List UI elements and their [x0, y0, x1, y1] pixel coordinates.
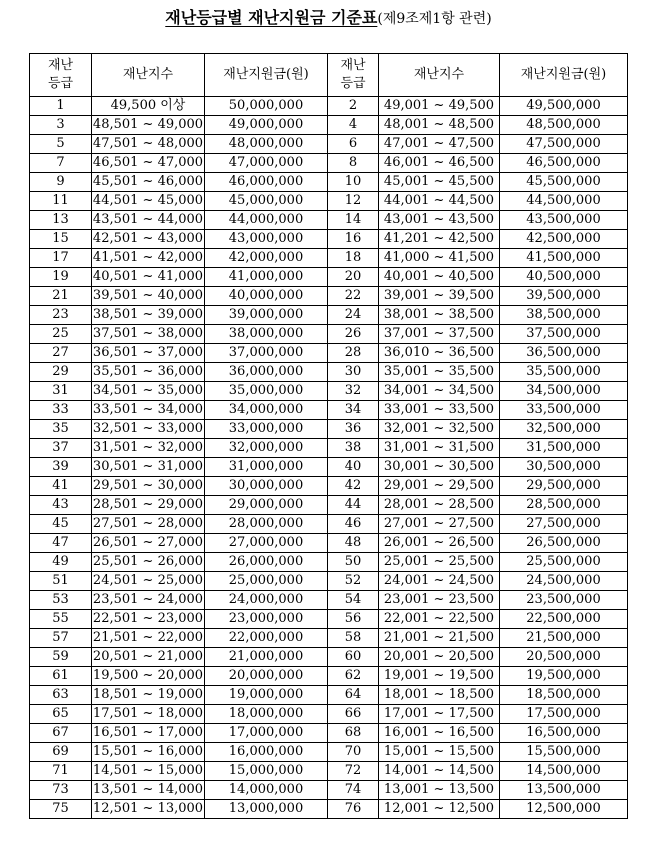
- grade-cell: 6: [328, 135, 379, 154]
- table-row: [30, 629, 628, 648]
- table-row: [30, 572, 628, 591]
- table-row: [30, 496, 628, 515]
- table-row: [30, 135, 628, 154]
- index-range-cell: 20,001 ~ 20,500: [379, 648, 500, 667]
- table-body: [30, 97, 628, 819]
- table-row: [30, 610, 628, 629]
- grade-cell: 18: [328, 249, 379, 268]
- grade-cell: 45: [30, 515, 92, 534]
- grade-cell: 31: [30, 382, 92, 401]
- document-title: [0, 8, 657, 29]
- amount-cell: 27,000,000: [205, 534, 328, 553]
- amount-cell: 23,000,000: [205, 610, 328, 629]
- table-row: [30, 211, 628, 230]
- index-range-cell: 40,001 ~ 40,500: [379, 268, 500, 287]
- index-range-cell: 21,001 ~ 21,500: [379, 629, 500, 648]
- amount-cell: 31,000,000: [205, 458, 328, 477]
- amount-cell: 34,000,000: [205, 401, 328, 420]
- amount-cell: 45,000,000: [205, 192, 328, 211]
- grade-cell: 75: [30, 800, 92, 819]
- amount-cell: 25,500,000: [500, 553, 628, 572]
- index-range-cell: 12,001 ~ 12,500: [379, 800, 500, 819]
- amount-cell: 22,500,000: [500, 610, 628, 629]
- grade-cell: 35: [30, 420, 92, 439]
- amount-cell: 16,500,000: [500, 724, 628, 743]
- grade-cell: 61: [30, 667, 92, 686]
- index-range-cell: 30,001 ~ 30,500: [379, 458, 500, 477]
- amount-cell: 29,500,000: [500, 477, 628, 496]
- index-range-cell: 14,501 ~ 15,000: [92, 762, 205, 781]
- table-row: [30, 515, 628, 534]
- grade-cell: 12: [328, 192, 379, 211]
- amount-cell: 15,500,000: [500, 743, 628, 762]
- amount-cell: 21,000,000: [205, 648, 328, 667]
- index-range-cell: 47,501 ~ 48,000: [92, 135, 205, 154]
- grade-cell: 34: [328, 401, 379, 420]
- title-sub: (제9조제1항 관련): [377, 11, 492, 27]
- table-row: [30, 116, 628, 135]
- index-range-cell: 38,501 ~ 39,000: [92, 306, 205, 325]
- grade-cell: 68: [328, 724, 379, 743]
- amount-cell: 48,500,000: [500, 116, 628, 135]
- amount-cell: 40,000,000: [205, 287, 328, 306]
- index-range-cell: 18,501 ~ 19,000: [92, 686, 205, 705]
- table-row: [30, 97, 628, 116]
- grade-cell: 72: [328, 762, 379, 781]
- grade-cell: 47: [30, 534, 92, 553]
- index-range-cell: 28,501 ~ 29,000: [92, 496, 205, 515]
- grade-cell: 50: [328, 553, 379, 572]
- grade-cell: 23: [30, 306, 92, 325]
- index-range-cell: 41,000 ~ 41,500: [379, 249, 500, 268]
- index-range-cell: 24,001 ~ 24,500: [379, 572, 500, 591]
- amount-cell: 44,500,000: [500, 192, 628, 211]
- grade-cell: 7: [30, 154, 92, 173]
- amount-cell: 19,500,000: [500, 667, 628, 686]
- index-range-cell: 48,501 ~ 49,000: [92, 116, 205, 135]
- table-row: [30, 477, 628, 496]
- table-row: [30, 781, 628, 800]
- grade-cell: 44: [328, 496, 379, 515]
- grade-cell: 74: [328, 781, 379, 800]
- amount-cell: 47,500,000: [500, 135, 628, 154]
- grade-cell: 42: [328, 477, 379, 496]
- amount-cell: 33,500,000: [500, 401, 628, 420]
- amount-cell: 18,500,000: [500, 686, 628, 705]
- grade-cell: 24: [328, 306, 379, 325]
- amount-cell: 35,000,000: [205, 382, 328, 401]
- grade-cell: 26: [328, 325, 379, 344]
- grade-cell: 17: [30, 249, 92, 268]
- amount-cell: 15,000,000: [205, 762, 328, 781]
- amount-cell: 32,000,000: [205, 439, 328, 458]
- header-grade-left: [30, 54, 92, 97]
- header-amount-left: 재난지원금(원): [205, 54, 328, 97]
- amount-cell: 20,000,000: [205, 667, 328, 686]
- index-range-cell: 30,501 ~ 31,000: [92, 458, 205, 477]
- amount-cell: 19,000,000: [205, 686, 328, 705]
- grade-cell: 69: [30, 743, 92, 762]
- grade-cell: 57: [30, 629, 92, 648]
- grade-cell: 11: [30, 192, 92, 211]
- header-amount-right: 재난지원금(원): [500, 54, 628, 97]
- index-range-cell: 38,001 ~ 38,500: [379, 306, 500, 325]
- amount-cell: 41,000,000: [205, 268, 328, 287]
- index-range-cell: 42,501 ~ 43,000: [92, 230, 205, 249]
- index-range-cell: 22,501 ~ 23,000: [92, 610, 205, 629]
- header-grade-right: [328, 54, 379, 97]
- index-range-cell: 36,010 ~ 36,500: [379, 344, 500, 363]
- index-range-cell: 36,501 ~ 37,000: [92, 344, 205, 363]
- table-row: [30, 230, 628, 249]
- table-row: [30, 648, 628, 667]
- header-grade-line2: 등급: [47, 76, 74, 91]
- index-range-cell: 41,201 ~ 42,500: [379, 230, 500, 249]
- grade-cell: 13: [30, 211, 92, 230]
- header-index-left: 재난지수: [92, 54, 205, 97]
- grade-cell: 32: [328, 382, 379, 401]
- index-range-cell: 44,001 ~ 44,500: [379, 192, 500, 211]
- amount-cell: 33,000,000: [205, 420, 328, 439]
- table-row: [30, 553, 628, 572]
- amount-cell: 39,500,000: [500, 287, 628, 306]
- grade-cell: 15: [30, 230, 92, 249]
- table-row: [30, 724, 628, 743]
- index-range-cell: 48,001 ~ 48,500: [379, 116, 500, 135]
- grade-cell: 53: [30, 591, 92, 610]
- grade-cell: 52: [328, 572, 379, 591]
- grade-cell: 41: [30, 477, 92, 496]
- index-range-cell: 25,001 ~ 25,500: [379, 553, 500, 572]
- index-range-cell: 25,501 ~ 26,000: [92, 553, 205, 572]
- amount-cell: 27,500,000: [500, 515, 628, 534]
- amount-cell: 37,000,000: [205, 344, 328, 363]
- amount-cell: 38,500,000: [500, 306, 628, 325]
- amount-cell: 13,000,000: [205, 800, 328, 819]
- index-range-cell: 16,001 ~ 16,500: [379, 724, 500, 743]
- amount-cell: 49,500,000: [500, 97, 628, 116]
- index-range-cell: 46,501 ~ 47,000: [92, 154, 205, 173]
- header-grade-line2: 등급: [340, 76, 366, 91]
- grade-cell: 21: [30, 287, 92, 306]
- amount-cell: 41,500,000: [500, 249, 628, 268]
- amount-cell: 46,000,000: [205, 173, 328, 192]
- grade-cell: 19: [30, 268, 92, 287]
- table-row: [30, 363, 628, 382]
- table-row: [30, 420, 628, 439]
- index-range-cell: 24,501 ~ 25,000: [92, 572, 205, 591]
- amount-cell: 36,500,000: [500, 344, 628, 363]
- index-range-cell: 13,501 ~ 14,000: [92, 781, 205, 800]
- index-range-cell: 17,001 ~ 17,500: [379, 705, 500, 724]
- index-range-cell: 33,501 ~ 34,000: [92, 401, 205, 420]
- amount-cell: 30,500,000: [500, 458, 628, 477]
- header-index-right: 재난지수: [379, 54, 500, 97]
- amount-cell: 14,500,000: [500, 762, 628, 781]
- amount-cell: 43,500,000: [500, 211, 628, 230]
- amount-cell: 37,500,000: [500, 325, 628, 344]
- index-range-cell: 20,501 ~ 21,000: [92, 648, 205, 667]
- index-range-cell: 18,001 ~ 18,500: [379, 686, 500, 705]
- index-range-cell: 47,001 ~ 47,500: [379, 135, 500, 154]
- amount-cell: 21,500,000: [500, 629, 628, 648]
- grade-cell: 8: [328, 154, 379, 173]
- grade-cell: 60: [328, 648, 379, 667]
- grade-cell: 2: [328, 97, 379, 116]
- grade-cell: 1: [30, 97, 92, 116]
- index-range-cell: 44,501 ~ 45,000: [92, 192, 205, 211]
- amount-cell: 46,500,000: [500, 154, 628, 173]
- index-range-cell: 27,001 ~ 27,500: [379, 515, 500, 534]
- table-row: [30, 686, 628, 705]
- grade-cell: 39: [30, 458, 92, 477]
- grade-cell: 27: [30, 344, 92, 363]
- index-range-cell: 17,501 ~ 18,000: [92, 705, 205, 724]
- header-grade-line1: 재난: [340, 58, 366, 73]
- index-range-cell: 29,001 ~ 29,500: [379, 477, 500, 496]
- grade-cell: 14: [328, 211, 379, 230]
- amount-cell: 24,000,000: [205, 591, 328, 610]
- grade-cell: 4: [328, 116, 379, 135]
- table-row: [30, 306, 628, 325]
- amount-cell: 13,500,000: [500, 781, 628, 800]
- grade-cell: 46: [328, 515, 379, 534]
- amount-cell: 17,500,000: [500, 705, 628, 724]
- grade-cell: 58: [328, 629, 379, 648]
- table-row: [30, 382, 628, 401]
- grade-cell: 36: [328, 420, 379, 439]
- table-row: [30, 154, 628, 173]
- index-range-cell: 31,501 ~ 32,000: [92, 439, 205, 458]
- amount-cell: 24,500,000: [500, 572, 628, 591]
- grade-cell: 10: [328, 173, 379, 192]
- table-row: [30, 667, 628, 686]
- index-range-cell: 45,501 ~ 46,000: [92, 173, 205, 192]
- amount-cell: 50,000,000: [205, 97, 328, 116]
- grade-cell: 66: [328, 705, 379, 724]
- amount-cell: 25,000,000: [205, 572, 328, 591]
- index-range-cell: 49,001 ~ 49,500: [379, 97, 500, 116]
- amount-cell: 48,000,000: [205, 135, 328, 154]
- grade-cell: 67: [30, 724, 92, 743]
- amount-cell: 31,500,000: [500, 439, 628, 458]
- grade-cell: 49: [30, 553, 92, 572]
- index-range-cell: 35,501 ~ 36,000: [92, 363, 205, 382]
- index-range-cell: 21,501 ~ 22,000: [92, 629, 205, 648]
- index-range-cell: 32,001 ~ 32,500: [379, 420, 500, 439]
- amount-cell: 29,000,000: [205, 496, 328, 515]
- amount-cell: 38,000,000: [205, 325, 328, 344]
- grade-cell: 71: [30, 762, 92, 781]
- grade-cell: 20: [328, 268, 379, 287]
- grade-cell: 33: [30, 401, 92, 420]
- grade-cell: 40: [328, 458, 379, 477]
- index-range-cell: 43,501 ~ 44,000: [92, 211, 205, 230]
- index-range-cell: 31,001 ~ 31,500: [379, 439, 500, 458]
- amount-cell: 35,500,000: [500, 363, 628, 382]
- grade-cell: 59: [30, 648, 92, 667]
- index-range-cell: 32,501 ~ 33,000: [92, 420, 205, 439]
- amount-cell: 42,000,000: [205, 249, 328, 268]
- grade-cell: 73: [30, 781, 92, 800]
- index-range-cell: 12,501 ~ 13,000: [92, 800, 205, 819]
- grade-cell: 38: [328, 439, 379, 458]
- table-row: [30, 534, 628, 553]
- index-range-cell: 41,501 ~ 42,000: [92, 249, 205, 268]
- index-range-cell: 27,501 ~ 28,000: [92, 515, 205, 534]
- grade-cell: 29: [30, 363, 92, 382]
- table-row: [30, 249, 628, 268]
- grade-cell: 63: [30, 686, 92, 705]
- amount-cell: 22,000,000: [205, 629, 328, 648]
- title-main: 재난등급별 재난지원금 기준표: [165, 8, 378, 27]
- table-row: [30, 192, 628, 211]
- table-row: [30, 800, 628, 819]
- grade-cell: 43: [30, 496, 92, 515]
- amount-cell: 18,000,000: [205, 705, 328, 724]
- grade-cell: 5: [30, 135, 92, 154]
- index-range-cell: 28,001 ~ 28,500: [379, 496, 500, 515]
- index-range-cell: 35,001 ~ 35,500: [379, 363, 500, 382]
- grade-cell: 56: [328, 610, 379, 629]
- table-row: [30, 173, 628, 192]
- grade-table: [29, 53, 628, 819]
- index-range-cell: 37,501 ~ 38,000: [92, 325, 205, 344]
- grade-cell: 70: [328, 743, 379, 762]
- index-range-cell: 26,001 ~ 26,500: [379, 534, 500, 553]
- table-row: [30, 439, 628, 458]
- grade-cell: 22: [328, 287, 379, 306]
- table-row: [30, 401, 628, 420]
- amount-cell: 42,500,000: [500, 230, 628, 249]
- grade-cell: 16: [328, 230, 379, 249]
- index-range-cell: 26,501 ~ 27,000: [92, 534, 205, 553]
- index-range-cell: 40,501 ~ 41,000: [92, 268, 205, 287]
- amount-cell: 28,500,000: [500, 496, 628, 515]
- amount-cell: 39,000,000: [205, 306, 328, 325]
- table-row: [30, 287, 628, 306]
- table-row: [30, 743, 628, 762]
- amount-cell: 14,000,000: [205, 781, 328, 800]
- index-range-cell: 19,001 ~ 19,500: [379, 667, 500, 686]
- index-range-cell: 37,001 ~ 37,500: [379, 325, 500, 344]
- amount-cell: 45,500,000: [500, 173, 628, 192]
- amount-cell: 44,000,000: [205, 211, 328, 230]
- table-row: [30, 268, 628, 287]
- table-row: [30, 591, 628, 610]
- grade-cell: 3: [30, 116, 92, 135]
- table-row: [30, 458, 628, 477]
- index-range-cell: 16,501 ~ 17,000: [92, 724, 205, 743]
- index-range-cell: 43,001 ~ 43,500: [379, 211, 500, 230]
- amount-cell: 23,500,000: [500, 591, 628, 610]
- index-range-cell: 46,001 ~ 46,500: [379, 154, 500, 173]
- grade-cell: 55: [30, 610, 92, 629]
- grade-cell: 62: [328, 667, 379, 686]
- grade-cell: 30: [328, 363, 379, 382]
- table-row: [30, 325, 628, 344]
- index-range-cell: 22,001 ~ 22,500: [379, 610, 500, 629]
- index-range-cell: 19,500 ~ 20,000: [92, 667, 205, 686]
- index-range-cell: 34,001 ~ 34,500: [379, 382, 500, 401]
- grade-cell: 65: [30, 705, 92, 724]
- index-range-cell: 23,001 ~ 23,500: [379, 591, 500, 610]
- index-range-cell: 34,501 ~ 35,000: [92, 382, 205, 401]
- amount-cell: 36,000,000: [205, 363, 328, 382]
- table-row: [30, 344, 628, 363]
- index-range-cell: 15,001 ~ 15,500: [379, 743, 500, 762]
- index-range-cell: 49,500 이상: [92, 97, 205, 116]
- grade-cell: 76: [328, 800, 379, 819]
- amount-cell: 47,000,000: [205, 154, 328, 173]
- grade-cell: 54: [328, 591, 379, 610]
- amount-cell: 26,000,000: [205, 553, 328, 572]
- index-range-cell: 39,001 ~ 39,500: [379, 287, 500, 306]
- amount-cell: 43,000,000: [205, 230, 328, 249]
- index-range-cell: 15,501 ~ 16,000: [92, 743, 205, 762]
- amount-cell: 26,500,000: [500, 534, 628, 553]
- amount-cell: 16,000,000: [205, 743, 328, 762]
- amount-cell: 32,500,000: [500, 420, 628, 439]
- amount-cell: 28,000,000: [205, 515, 328, 534]
- grade-cell: 28: [328, 344, 379, 363]
- index-range-cell: 13,001 ~ 13,500: [379, 781, 500, 800]
- header-grade-line1: 재난: [47, 58, 74, 73]
- amount-cell: 40,500,000: [500, 268, 628, 287]
- index-range-cell: 39,501 ~ 40,000: [92, 287, 205, 306]
- grade-cell: 48: [328, 534, 379, 553]
- grade-cell: 9: [30, 173, 92, 192]
- table-header-row: [30, 54, 628, 97]
- table-row: [30, 762, 628, 781]
- index-range-cell: 33,001 ~ 33,500: [379, 401, 500, 420]
- amount-cell: 34,500,000: [500, 382, 628, 401]
- amount-cell: 17,000,000: [205, 724, 328, 743]
- amount-cell: 49,000,000: [205, 116, 328, 135]
- grade-cell: 64: [328, 686, 379, 705]
- amount-cell: 12,500,000: [500, 800, 628, 819]
- grade-cell: 37: [30, 439, 92, 458]
- grade-cell: 25: [30, 325, 92, 344]
- index-range-cell: 14,001 ~ 14,500: [379, 762, 500, 781]
- index-range-cell: 45,001 ~ 45,500: [379, 173, 500, 192]
- table-row: [30, 705, 628, 724]
- grade-cell: 51: [30, 572, 92, 591]
- amount-cell: 20,500,000: [500, 648, 628, 667]
- index-range-cell: 29,501 ~ 30,000: [92, 477, 205, 496]
- amount-cell: 30,000,000: [205, 477, 328, 496]
- index-range-cell: 23,501 ~ 24,000: [92, 591, 205, 610]
